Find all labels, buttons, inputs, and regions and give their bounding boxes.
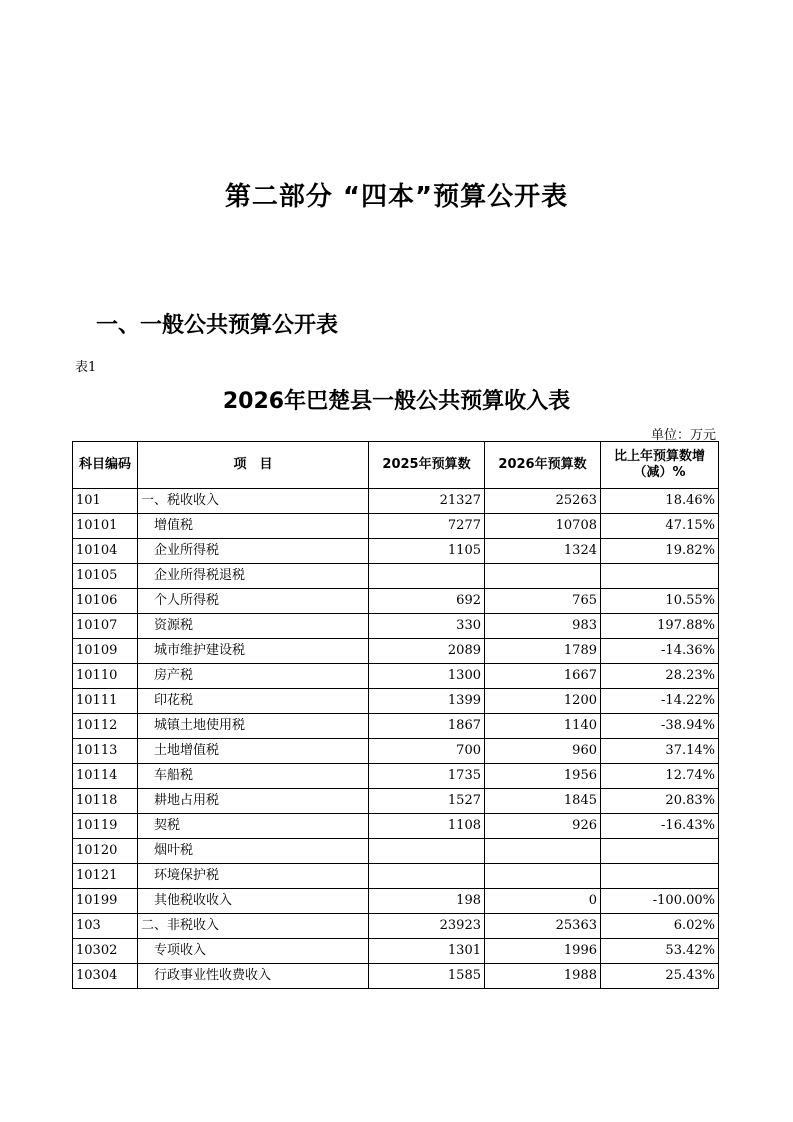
cell-2026-budget: 0 — [485, 889, 601, 914]
table-row — [73, 539, 719, 564]
cell-change-percent: -100.00% — [601, 889, 719, 914]
cell-item-name: 城市维护建设税 — [138, 639, 369, 664]
cell-code: 10114 — [73, 764, 138, 789]
cell-2026-budget: 1988 — [485, 964, 601, 989]
part-title: 第二部分 “四本”预算公开表 — [224, 182, 569, 212]
table-row — [73, 589, 719, 614]
cell-code: 10120 — [73, 839, 138, 864]
cell-item-name: 个人所得税 — [138, 589, 369, 614]
section-title: 一、一般公共预算公开表 — [96, 313, 339, 338]
cell-change-percent — [601, 564, 719, 589]
cell-2025-budget: 330 — [369, 614, 485, 639]
cell-code: 101 — [73, 489, 138, 514]
cell-item-name: 烟叶税 — [138, 839, 369, 864]
column-header-item: 项 目 — [138, 442, 369, 489]
table-row — [73, 514, 719, 539]
cell-item-name: 契税 — [138, 814, 369, 839]
cell-change-percent: 10.55% — [601, 589, 719, 614]
cell-item-name: 企业所得税 — [138, 539, 369, 564]
cell-change-percent: 6.02% — [601, 914, 719, 939]
cell-code: 10119 — [73, 814, 138, 839]
table-row — [73, 639, 719, 664]
cell-code: 10199 — [73, 889, 138, 914]
table-row — [73, 689, 719, 714]
cell-2026-budget: 1667 — [485, 664, 601, 689]
cell-2026-budget: 926 — [485, 814, 601, 839]
cell-change-percent: 19.82% — [601, 539, 719, 564]
cell-2025-budget: 23923 — [369, 914, 485, 939]
table-row — [73, 489, 719, 514]
cell-item-name: 增值税 — [138, 514, 369, 539]
cell-code: 10110 — [73, 664, 138, 689]
cell-change-percent: 53.42% — [601, 939, 719, 964]
cell-2025-budget: 1108 — [369, 814, 485, 839]
table-body — [73, 489, 719, 989]
cell-2025-budget: 2089 — [369, 639, 485, 664]
cell-code: 10302 — [73, 939, 138, 964]
cell-item-name: 房产税 — [138, 664, 369, 689]
cell-code: 10106 — [73, 589, 138, 614]
table-row — [73, 939, 719, 964]
table-row — [73, 889, 719, 914]
table-row — [73, 814, 719, 839]
budget-table — [72, 441, 719, 989]
cell-2026-budget: 1996 — [485, 939, 601, 964]
cell-change-percent: -16.43% — [601, 814, 719, 839]
cell-2025-budget: 1105 — [369, 539, 485, 564]
cell-2026-budget: 25363 — [485, 914, 601, 939]
cell-2026-budget — [485, 564, 601, 589]
cell-code: 10101 — [73, 514, 138, 539]
cell-change-percent: -14.36% — [601, 639, 719, 664]
cell-change-percent: 20.83% — [601, 789, 719, 814]
cell-2026-budget: 983 — [485, 614, 601, 639]
table-row — [73, 839, 719, 864]
cell-code: 10107 — [73, 614, 138, 639]
cell-code: 10304 — [73, 964, 138, 989]
cell-2025-budget: 1300 — [369, 664, 485, 689]
cell-2026-budget: 1200 — [485, 689, 601, 714]
table-row — [73, 789, 719, 814]
cell-item-name: 印花税 — [138, 689, 369, 714]
cell-change-percent: 18.46% — [601, 489, 719, 514]
cell-item-name: 城镇土地使用税 — [138, 714, 369, 739]
cell-code: 10105 — [73, 564, 138, 589]
cell-change-percent: 37.14% — [601, 739, 719, 764]
table-row — [73, 614, 719, 639]
column-header-2026-budget: 2026年预算数 — [485, 442, 601, 489]
cell-item-name: 二、非税收入 — [138, 914, 369, 939]
cell-2025-budget: 700 — [369, 739, 485, 764]
cell-change-percent — [601, 864, 719, 889]
table-row — [73, 714, 719, 739]
cell-2025-budget — [369, 864, 485, 889]
cell-change-percent: 47.15% — [601, 514, 719, 539]
cell-change-percent: 197.88% — [601, 614, 719, 639]
cell-2025-budget — [369, 839, 485, 864]
cell-2025-budget: 21327 — [369, 489, 485, 514]
cell-code: 10112 — [73, 714, 138, 739]
cell-2026-budget: 960 — [485, 739, 601, 764]
cell-2025-budget: 692 — [369, 589, 485, 614]
cell-item-name: 行政事业性收费收入 — [138, 964, 369, 989]
cell-code: 10121 — [73, 864, 138, 889]
cell-code: 10113 — [73, 739, 138, 764]
cell-change-percent: -38.94% — [601, 714, 719, 739]
cell-2025-budget: 7277 — [369, 514, 485, 539]
cell-item-name: 企业所得税退税 — [138, 564, 369, 589]
cell-2025-budget: 1867 — [369, 714, 485, 739]
cell-item-name: 资源税 — [138, 614, 369, 639]
cell-2025-budget — [369, 564, 485, 589]
table-header-row — [73, 442, 719, 489]
cell-change-percent — [601, 839, 719, 864]
cell-2026-budget: 1789 — [485, 639, 601, 664]
cell-2026-budget — [485, 864, 601, 889]
table-row — [73, 739, 719, 764]
cell-item-name: 车船税 — [138, 764, 369, 789]
cell-2025-budget: 1735 — [369, 764, 485, 789]
cell-2026-budget: 765 — [485, 589, 601, 614]
cell-2025-budget: 1585 — [369, 964, 485, 989]
cell-change-percent: 25.43% — [601, 964, 719, 989]
cell-2026-budget: 1956 — [485, 764, 601, 789]
cell-2026-budget: 25263 — [485, 489, 601, 514]
cell-change-percent: 28.23% — [601, 664, 719, 689]
column-header-change: 比上年预算数增 （减）% — [601, 442, 719, 489]
cell-code: 10104 — [73, 539, 138, 564]
column-header-2025-budget: 2025年预算数 — [369, 442, 485, 489]
cell-2025-budget: 1399 — [369, 689, 485, 714]
table-row — [73, 964, 719, 989]
cell-2025-budget: 198 — [369, 889, 485, 914]
cell-code: 10109 — [73, 639, 138, 664]
cell-code: 10118 — [73, 789, 138, 814]
cell-item-name: 土地增值税 — [138, 739, 369, 764]
unit-label: 单位：万元 — [650, 428, 716, 443]
table-row — [73, 864, 719, 889]
table-row — [73, 664, 719, 689]
cell-2026-budget: 1140 — [485, 714, 601, 739]
cell-change-percent: 12.74% — [601, 764, 719, 789]
table-title: 2026年巴楚县一般公共预算收入表 — [222, 389, 571, 414]
cell-2025-budget: 1301 — [369, 939, 485, 964]
table-label: 表1 — [75, 360, 97, 375]
cell-item-name: 其他税收收入 — [138, 889, 369, 914]
cell-2026-budget — [485, 839, 601, 864]
cell-2026-budget: 1324 — [485, 539, 601, 564]
cell-item-name: 专项收入 — [138, 939, 369, 964]
cell-item-name: 环境保护税 — [138, 864, 369, 889]
cell-item-name: 耕地占用税 — [138, 789, 369, 814]
table-row — [73, 564, 719, 589]
cell-2025-budget: 1527 — [369, 789, 485, 814]
table-row — [73, 764, 719, 789]
cell-code: 103 — [73, 914, 138, 939]
cell-2026-budget: 10708 — [485, 514, 601, 539]
table-row — [73, 914, 719, 939]
cell-item-name: 一、税收收入 — [138, 489, 369, 514]
cell-code: 10111 — [73, 689, 138, 714]
cell-2026-budget: 1845 — [485, 789, 601, 814]
cell-change-percent: -14.22% — [601, 689, 719, 714]
column-header-code: 科目编码 — [73, 442, 138, 489]
